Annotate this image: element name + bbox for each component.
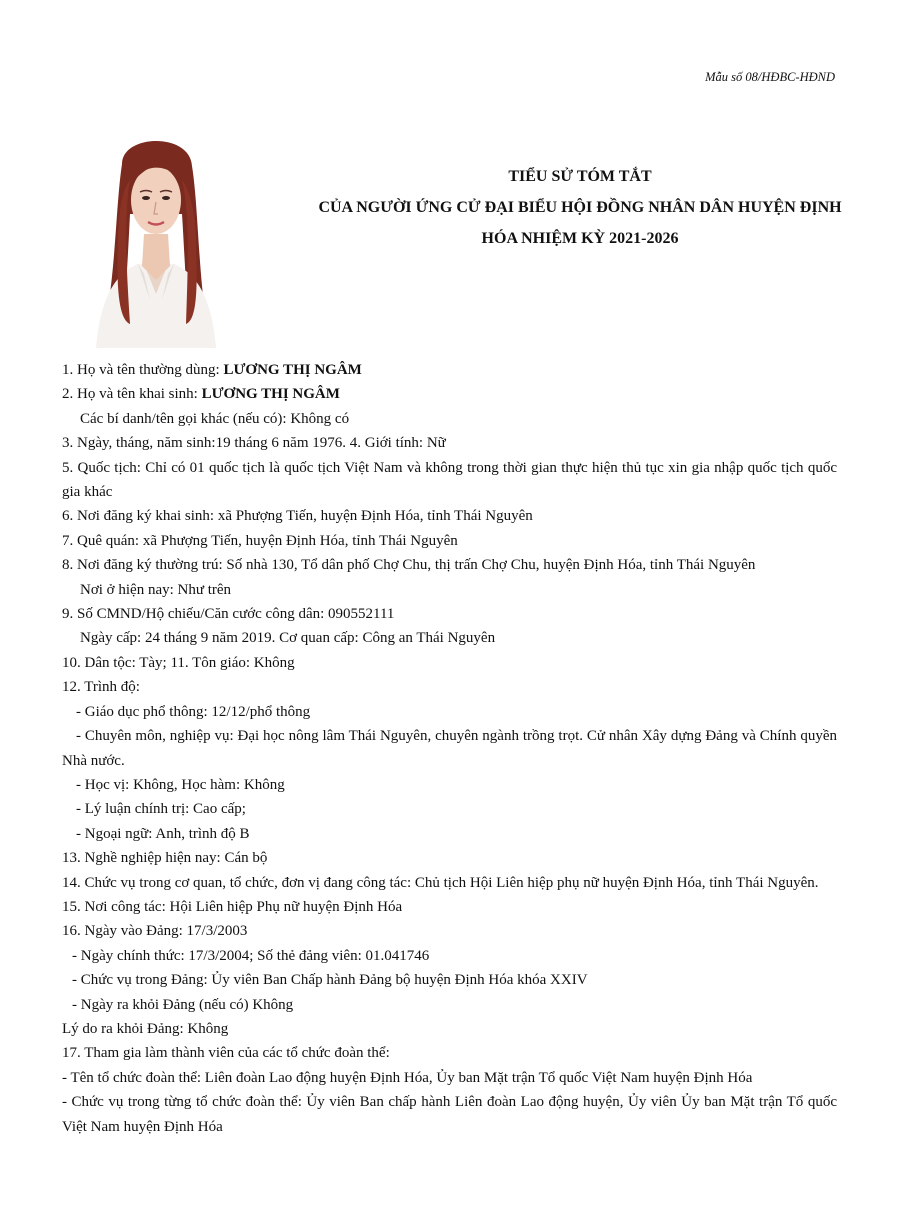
item-17-organizations: 17. Tham gia làm thành viên của các tổ chức đoàn thể:: [62, 1045, 390, 1062]
education-major: - Chuyên môn, nghiệp vụ: Đại học nông lâm Thái Nguyên, chuyên ngành trồng trọt. Cử nhân Xây dựng Đảng và Chính quyền Nhà nước.: [62, 728, 837, 769]
item-13-occupation: 13. Nghề nghiệp hiện nay: Cán bộ: [62, 850, 268, 867]
item-6-birth-registration: 6. Nơi đăng ký khai sinh: xã Phượng Tiến, huyện Định Hóa, tỉnh Thái Nguyên: [62, 508, 533, 525]
biography-body: [62, 358, 837, 1139]
item-10-ethnicity-religion: 10. Dân tộc: Tày; 11. Tôn giáo: Không: [62, 654, 295, 671]
item-9-id-number: 9. Số CMND/Hộ chiếu/Căn cước công dân: 090552111: [62, 606, 395, 623]
id-issue-info: Ngày cấp: 24 tháng 9 năm 2019. Cơ quan cấp: Công an Thái Nguyên: [80, 630, 496, 647]
item-14-position: 14. Chức vụ trong cơ quan, tổ chức, đơn vị đang công tác: Chủ tịch Hội Liên hiệp phụ nữ huyện Định Hóa, tỉnh Thái Nguyên.: [62, 874, 819, 891]
document-title: [270, 161, 890, 254]
education-general: - Giáo dục phổ thông: 12/12/phổ thông: [76, 703, 311, 720]
title-line-1: TIỂU SỬ TÓM TẮT: [508, 168, 652, 185]
item-16-party-join-date: 16. Ngày vào Đảng: 17/3/2003: [62, 923, 248, 940]
item-2-birth-name: [62, 382, 837, 406]
party-position: - Chức vụ trong Đảng: Ủy viên Ban Chấp hành Đảng bộ huyện Định Hóa khóa XXIV: [72, 972, 588, 989]
alias-line: Các bí danh/tên gọi khác (nếu có): Không có: [80, 410, 350, 427]
item-7-hometown: 7. Quê quán: xã Phượng Tiến, huyện Định Hóa, tỉnh Thái Nguyên: [62, 532, 458, 549]
item-8-permanent-residence: 8. Nơi đăng ký thường trú: Số nhà 130, Tổ dân phố Chợ Chu, thị trấn Chợ Chu, huyện Định Hóa, tỉnh Thái Nguyên: [62, 557, 756, 574]
item-2-label: 2. Họ và tên khai sinh:: [62, 386, 202, 403]
organization-names: - Tên tổ chức đoàn thể: Liên đoàn Lao động huyện Định Hóa, Ủy ban Mặt trận Tổ quốc Việt Nam huyện Định Hóa: [62, 1069, 753, 1086]
organization-positions: - Chức vụ trong từng tổ chức đoàn thể: Ủy viên Ban chấp hành Liên đoàn Lao động huyện, Ủy viên Ủy ban Mặt trận Tổ quốc Việt Nam huyện Định Hóa: [62, 1094, 837, 1135]
party-official-date: - Ngày chính thức: 17/3/2004; Số thẻ đảng viên: 01.041746: [72, 947, 430, 964]
item-3-birthdate-gender: 3. Ngày, tháng, năm sinh:19 tháng 6 năm 1976. 4. Giới tính: Nữ: [62, 435, 446, 452]
item-1-label: 1. Họ và tên thường dùng:: [62, 362, 224, 378]
item-2-value: LƯƠNG THỊ NGÂM: [201, 386, 340, 403]
portrait-photo: [86, 124, 226, 348]
education-degree: - Học vị: Không, Học hàm: Không: [76, 776, 285, 793]
party-leave-reason: Lý do ra khỏi Đảng: Không: [62, 1020, 229, 1037]
item-5-nationality: 5. Quốc tịch: Chỉ có 01 quốc tịch là quốc tịch Việt Nam và không trong thời gian thực hiện thủ tục xin gia nhập quốc tịch quốc gia khác: [62, 459, 837, 501]
item-12-education: 12. Trình độ:: [62, 679, 140, 696]
title-line-3: HÓA NHIỆM KỲ 2021-2026: [481, 230, 679, 247]
education-politics: - Lý luận chính trị: Cao cấp;: [76, 801, 246, 818]
item-1-common-name: [62, 358, 837, 382]
item-15-workplace: 15. Nơi công tác: Hội Liên hiệp Phụ nữ huyện Định Hóa: [62, 898, 403, 915]
education-language: - Ngoại ngữ: Anh, trình độ B: [76, 825, 250, 842]
item-1-value: LƯƠNG THỊ NGÂM: [223, 362, 362, 378]
current-residence-line: Nơi ở hiện nay: Như trên: [80, 581, 232, 598]
title-line-2: CỦA NGƯỜI ỨNG CỬ ĐẠI BIỂU HỘI ĐỒNG NHÂN DÂN HUYỆN ĐỊNH: [318, 199, 842, 216]
party-leave-date: - Ngày ra khỏi Đảng (nếu có) Không: [72, 996, 294, 1013]
form-number: Mẫu số 08/HĐBC-HĐND: [705, 70, 835, 84]
